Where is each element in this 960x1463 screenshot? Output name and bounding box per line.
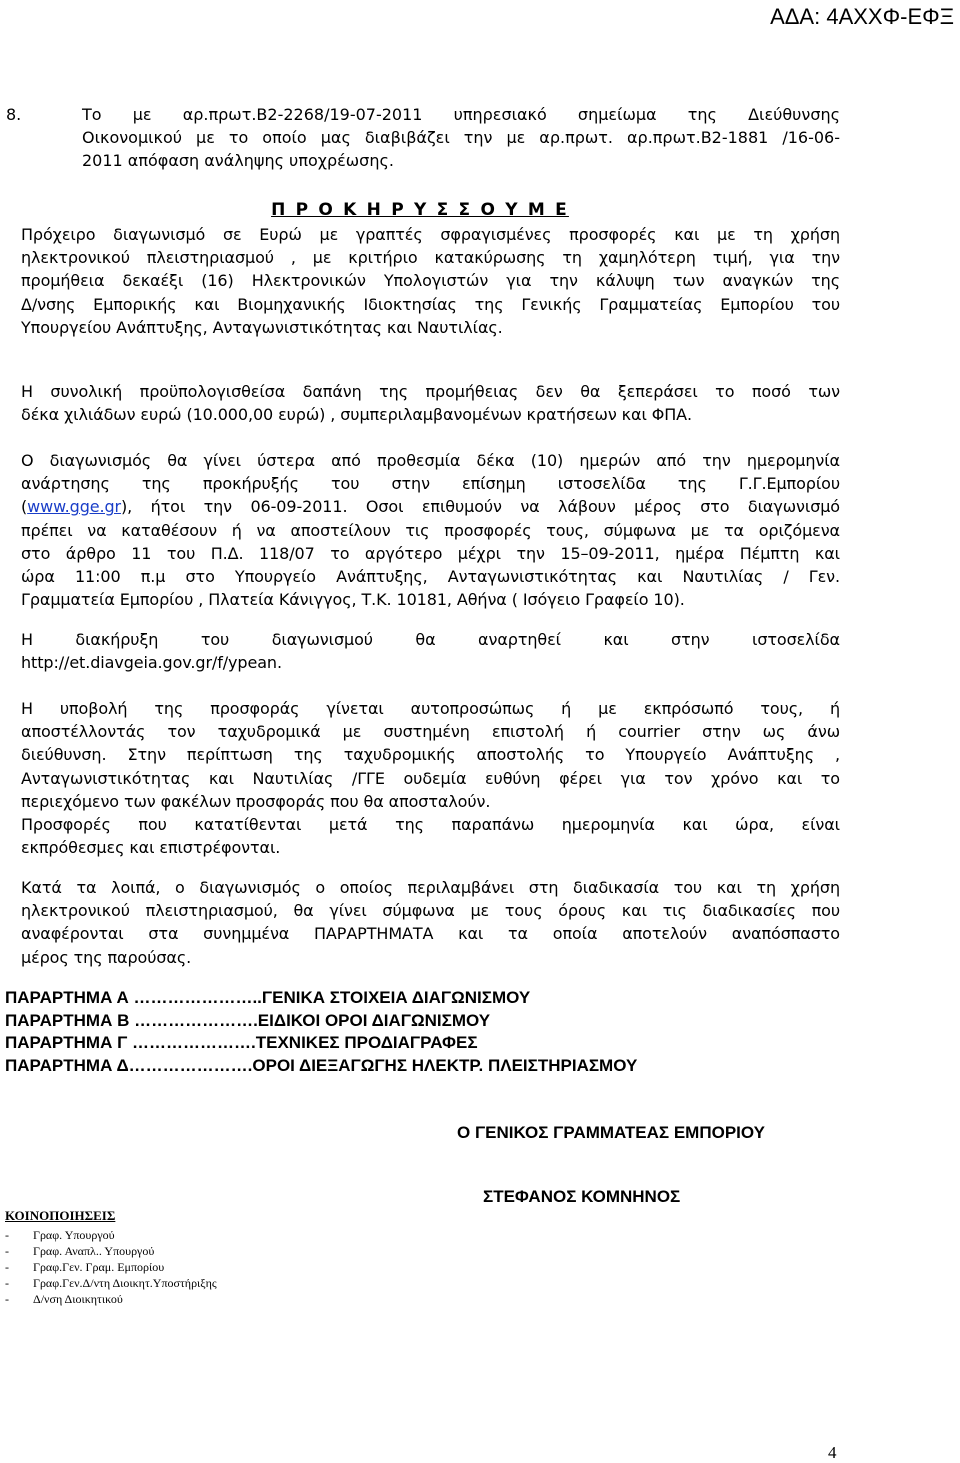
paragraph-tender bbox=[21, 223, 840, 339]
item-line: Οικονομικού με το οποίο μας διαβιβάζει την με αρ.πρωτ. αρ.πρωτ.Β2-1881 /16-06- bbox=[82, 128, 840, 148]
paragraph-line: ανάρτησης της προκήρυξής του στην επίσημη ιστοσελίδα της Γ.Γ.Εμπορίου bbox=[21, 474, 840, 494]
gge-website-link[interactable]: www.gge.gr bbox=[27, 497, 122, 517]
notifications-title: ΚΟΙΝΟΠΟΙΗΣΕΙΣ bbox=[5, 1208, 116, 1223]
list-item: - Γραφ. Αναπλ.. Υπουργού bbox=[5, 1244, 155, 1258]
paren: ( bbox=[21, 497, 28, 517]
paragraph-budget bbox=[21, 380, 840, 426]
paragraph-deadline bbox=[21, 449, 840, 611]
paragraph-line: Πρόχειρο διαγωνισμό σε Ευρώ με γραπτές σφραγισμένες προσφορές και με τη χρήση bbox=[21, 225, 840, 244]
annex-d: ΠΑΡΑΡΤΗΜΑ Δ………………….ΟΡΟΙ ΔΙΕΞΑΓΩΓΗΣ ΗΛΕΚΤΡ. ΠΛΕΙΣΤΗΡΙΑΣΜΟΥ bbox=[5, 1056, 638, 1075]
list-item: - Γραφ.Γεν. Γραμ. Εμπορίου bbox=[5, 1260, 165, 1274]
paragraph-line: προμήθεια δεκαέξι (16) Ηλεκτρονικών Υπολογιστών για την κάλυψη των αναγκών της bbox=[21, 271, 840, 291]
paragraph-annexes-intro bbox=[21, 876, 840, 969]
notification-recipient: Γραφ. Αναπλ.. Υπουργού bbox=[33, 1244, 155, 1258]
paragraph-line: πρέπει να καταθέσουν ή να αποστείλουν τις προσφορές τους, σύμφωνα με τα οριζόμενα bbox=[21, 520, 840, 540]
paragraph-line: Η συνολική προϋπολογισθείσα δαπάνη της προμήθειας δεν θα ξεπεράσει το ποσό των bbox=[21, 382, 840, 401]
notifications-list bbox=[5, 1227, 217, 1307]
item-line: 2011 απόφαση ανάληψης υποχρέωσης. bbox=[82, 151, 394, 171]
paragraph-line: Ανταγωνιστικότητας και Ναυτιλίας /ΓΓΕ ουδεμία ευθύνη φέρει για τον χρόνο και το bbox=[21, 768, 840, 788]
list-item: - Γραφ.Γεν.Δ/ντη Διοικητ.Υποστήριξης bbox=[5, 1276, 217, 1290]
paragraph-line: μέρος της παρούσας. bbox=[21, 947, 192, 967]
paragraph-line: περιεχόμενο των φακέλων προσφοράς που θα αποσταλούν. bbox=[21, 791, 491, 811]
paragraph-submission bbox=[21, 697, 840, 859]
line-rest: ), ήτοι την 06-09-2011. Οσοι επιθυμούν να λάβουν μέρος στο διαγωνισμό bbox=[121, 497, 840, 517]
paragraph-line: δέκα χιλιάδων ευρώ (10.000,00 ευρώ) , συμπεριλαμβανομένων κρατήσεων και ΦΠΑ. bbox=[21, 405, 693, 425]
paragraph-line: Υπουργείου Ανάπτυξης, Ανταγωνιστικότητας και Ναυτιλίας. bbox=[21, 317, 503, 337]
annex-a: ΠΑΡΑΡΤΗΜΑ Α …………………..ΓΕΝΙΚΑ ΣΤΟΙΧΕΙΑ ΔΙΑΓΩΝΙΣΜΟΥ bbox=[5, 988, 531, 1007]
item-text bbox=[82, 103, 840, 173]
paragraph-line: Γραμματεία Εμπορίου , Πλατεία Κάνιγγος, Τ.Κ. 10181, Αθήνα ( Ισόγειο Γραφείο 10). bbox=[21, 590, 685, 610]
item-number: 8. bbox=[6, 105, 22, 124]
paragraph-line: ηλεκτρονικού πλειστηριασμού, θα γίνει σύμφωνα με τους όρους και τις διαδικασίες που bbox=[21, 901, 840, 921]
notification-recipient: Γραφ.Γεν. Γραμ. Εμπορίου bbox=[33, 1260, 165, 1274]
list-item: - Γραφ. Υπουργού bbox=[5, 1228, 115, 1242]
announcement-heading: Π Ρ Ο Κ Η Ρ Υ Σ Σ Ο Υ Μ Ε bbox=[271, 200, 569, 220]
paragraph-line: ηλεκτρονικού πλειστηριασμού , με κριτήριο κατακύρωσης τη χαμηλότερη τιμή, για την bbox=[21, 248, 840, 268]
notification-recipient: Γραφ. Υπουργού bbox=[33, 1228, 115, 1242]
annex-c: ΠΑΡΑΡΤΗΜΑ Γ ………………….ΤΕΧΝΙΚΕΣ ΠΡΟΔΙΑΓΡΑΦΕΣ bbox=[5, 1033, 478, 1052]
signatory-name: ΣΤΕΦΑΝΟΣ ΚΟΜΝΗΝΟΣ bbox=[483, 1187, 681, 1206]
paragraph-line: Δ/νσης Εμπορικής και Βιομηχανικής Ιδιοκτησίας της Γενικής Γραμματείας Εμπορίου του bbox=[21, 294, 840, 314]
item-line: Το με αρ.πρωτ.Β2-2268/19-07-2011 υπηρεσιακό σημείωμα της Διεύθυνσης bbox=[82, 105, 840, 124]
notification-recipient: Γραφ.Γεν.Δ/ντη Διοικητ.Υποστήριξης bbox=[33, 1276, 217, 1290]
paragraph-publication bbox=[21, 628, 840, 674]
paragraph-line: Η διακήρυξη του διαγωνισμού θα αναρτηθεί και στην ιστοσελίδα bbox=[21, 630, 840, 649]
list-item: - Δ/νση Διοικητικού bbox=[5, 1292, 123, 1306]
paragraph-line: Ο διαγωνισμός θα γίνει ύστερα από προθεσμία δέκα (10) ημερών από την ημερομηνία bbox=[21, 451, 840, 470]
paragraph-line: αναφέρονται στα συνημμένα ΠΑΡΑΡΤΗΜΑΤΑ και τα οποία αποτελούν αναπόσπαστο bbox=[21, 924, 840, 944]
paragraph-line: αποστέλλοντάς τον ταχυδρομικά με συστημένη επιστολή ή courrier στην ως άνω bbox=[21, 722, 840, 742]
paragraph-line: ώρα 11:00 π.μ στο Υπουργείο Ανάπτυξης, Ανταγωνιστικότητας και Ναυτιλίας / Γεν. bbox=[21, 567, 840, 587]
paragraph-line: Η υποβολή της προσφοράς γίνεται αυτοπροσώπως ή με εκπρόσωπό τους, ή bbox=[21, 699, 840, 718]
paragraph-line: Προσφορές που κατατίθενται μετά της παραπάνω ημερομηνία και ώρα, είναι bbox=[21, 815, 840, 835]
signatory-title: Ο ΓΕΝΙΚΟΣ ΓΡΑΜΜΑΤΕΑΣ ΕΜΠΟΡΙΟΥ bbox=[457, 1123, 765, 1142]
annex-b: ΠΑΡΑΡΤΗΜΑ Β ………………….ΕΙΔΙΚΟΙ ΟΡΟΙ ΔΙΑΓΩΝΙΣΜΟΥ bbox=[5, 1011, 491, 1030]
diavgeia-url: http://et.diavgeia.gov.gr/f/ypean. bbox=[21, 653, 282, 673]
notification-recipient: Δ/νση Διοικητικού bbox=[33, 1292, 123, 1306]
paragraph-line: διεύθυνση. Στην περίπτωση της ταχυδρομικής αποστολής το Υπουργείο Ανάπτυξης , bbox=[21, 745, 840, 765]
paragraph-line: στο άρθρο 11 του Π.Δ. 118/07 το αργότερο μέχρι την 15–09-2011, ημέρα Πέμπτη και bbox=[21, 543, 840, 563]
paragraph-line: εκπρόθεσμες και επιστρέφονται. bbox=[21, 838, 281, 858]
paragraph-line bbox=[21, 495, 840, 518]
ada-header: ΑΔΑ: 4ΑΧΧΦ-ΕΦΞ bbox=[770, 4, 954, 29]
paragraph-line: Κατά τα λοιπά, ο διαγωνισμός ο οποίος περιλαμβάνει στη διαδικασία του και τη χρήση bbox=[21, 878, 840, 897]
page-number: 4 bbox=[828, 1443, 837, 1462]
